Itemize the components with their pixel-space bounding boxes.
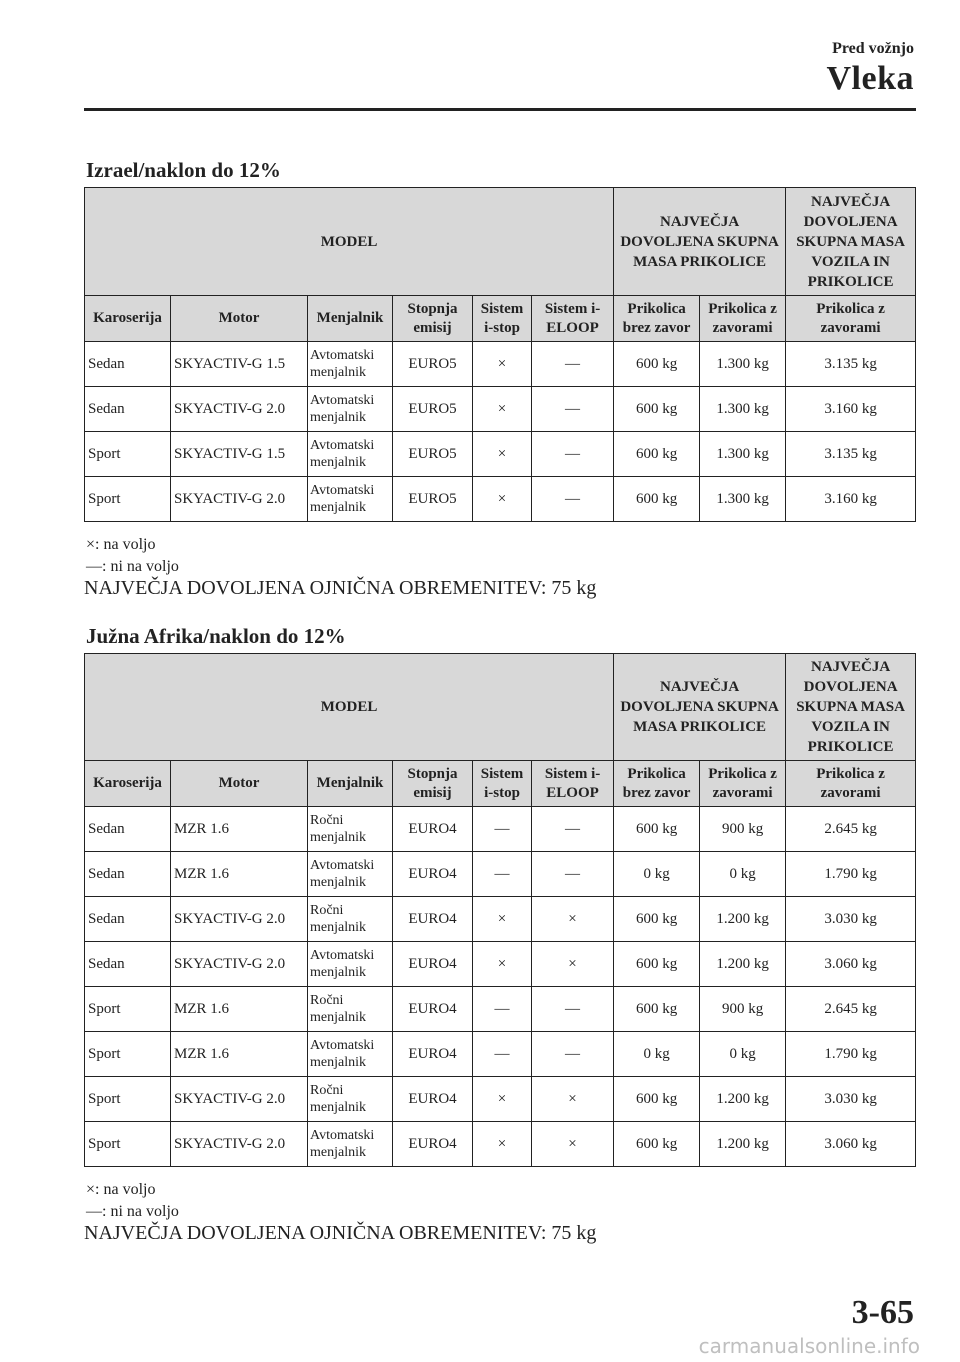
header-trailer-mass: NAJVEČJA DOVOLJENA SKUPNA MASA PRIKOLICE bbox=[614, 654, 786, 761]
header-motor: Motor bbox=[171, 761, 308, 807]
cell-transmission: Avtomatski menjalnik bbox=[308, 852, 393, 897]
cell-emission: EURO4 bbox=[393, 1122, 473, 1167]
cell-istop: × bbox=[473, 897, 532, 942]
cell-body: Sport bbox=[85, 432, 171, 477]
cell-braked: 1.300 kg bbox=[700, 432, 786, 477]
cell-istop: — bbox=[473, 852, 532, 897]
cell-unbraked: 600 kg bbox=[614, 987, 700, 1032]
cell-engine: SKYACTIV-G 2.0 bbox=[171, 897, 308, 942]
header-rule bbox=[84, 108, 916, 111]
cell-braked: 1.300 kg bbox=[700, 387, 786, 432]
header-braked-total: Prikolica z zavorami bbox=[786, 761, 916, 807]
cell-unbraked: 600 kg bbox=[614, 942, 700, 987]
header-karoserija: Karoserija bbox=[85, 761, 171, 807]
cell-total: 3.060 kg bbox=[786, 942, 916, 987]
header-menjalnik: Menjalnik bbox=[308, 761, 393, 807]
cell-transmission: Ročni menjalnik bbox=[308, 987, 393, 1032]
header-unbraked: Prikolica brez zavor bbox=[614, 761, 700, 807]
cell-unbraked: 600 kg bbox=[614, 897, 700, 942]
cell-body: Sport bbox=[85, 1077, 171, 1122]
cell-braked: 1.200 kg bbox=[700, 1122, 786, 1167]
cell-engine: MZR 1.6 bbox=[171, 987, 308, 1032]
cell-body: Sedan bbox=[85, 807, 171, 852]
header-istop: Sistem i-stop bbox=[473, 296, 532, 342]
header-menjalnik: Menjalnik bbox=[308, 296, 393, 342]
cell-total: 3.135 kg bbox=[786, 342, 916, 387]
cell-emission: EURO4 bbox=[393, 1077, 473, 1122]
cell-braked: 900 kg bbox=[700, 987, 786, 1032]
cell-body: Sedan bbox=[85, 852, 171, 897]
cell-unbraked: 0 kg bbox=[614, 1032, 700, 1077]
cell-istop: × bbox=[473, 942, 532, 987]
cell-unbraked: 600 kg bbox=[614, 1122, 700, 1167]
cell-emission: EURO4 bbox=[393, 1032, 473, 1077]
cell-eloop: — bbox=[532, 477, 614, 522]
cell-eloop: — bbox=[532, 387, 614, 432]
table-row bbox=[85, 432, 916, 477]
cell-eloop: — bbox=[532, 987, 614, 1032]
table-row bbox=[85, 1032, 916, 1077]
table-row bbox=[85, 342, 916, 387]
cell-istop: × bbox=[473, 1077, 532, 1122]
cell-emission: EURO5 bbox=[393, 387, 473, 432]
header-model: MODEL bbox=[85, 654, 614, 761]
cell-braked: 1.200 kg bbox=[700, 1077, 786, 1122]
cell-engine: SKYACTIV-G 2.0 bbox=[171, 1077, 308, 1122]
cell-braked: 900 kg bbox=[700, 807, 786, 852]
table-row bbox=[85, 387, 916, 432]
cell-eloop: — bbox=[532, 342, 614, 387]
cell-braked: 0 kg bbox=[700, 852, 786, 897]
section-title-south-africa: Južna Afrika/naklon do 12% bbox=[86, 624, 346, 648]
legend-not-available: —: ni na voljo bbox=[86, 1203, 179, 1220]
page-number: 3-65 bbox=[851, 1294, 914, 1331]
cell-braked: 0 kg bbox=[700, 1032, 786, 1077]
towing-table-south-africa bbox=[84, 653, 916, 1167]
cell-eloop: × bbox=[532, 897, 614, 942]
cell-transmission: Ročni menjalnik bbox=[308, 807, 393, 852]
cell-body: Sedan bbox=[85, 342, 171, 387]
cell-engine: MZR 1.6 bbox=[171, 852, 308, 897]
cell-unbraked: 600 kg bbox=[614, 807, 700, 852]
max-tongue-load: NAJVEČJA DOVOLJENA OJNIČNA OBREMENITEV: 75 kg bbox=[84, 577, 597, 599]
cell-unbraked: 600 kg bbox=[614, 342, 700, 387]
cell-engine: SKYACTIV-G 1.5 bbox=[171, 342, 308, 387]
cell-istop: — bbox=[473, 1032, 532, 1077]
cell-total: 1.790 kg bbox=[786, 1032, 916, 1077]
cell-body: Sport bbox=[85, 1122, 171, 1167]
cell-engine: SKYACTIV-G 2.0 bbox=[171, 1122, 308, 1167]
legend-available: ×: na voljo bbox=[86, 1181, 156, 1198]
cell-eloop: — bbox=[532, 1032, 614, 1077]
cell-istop: — bbox=[473, 987, 532, 1032]
cell-engine: SKYACTIV-G 2.0 bbox=[171, 387, 308, 432]
cell-unbraked: 0 kg bbox=[614, 852, 700, 897]
header-braked: Prikolica z zavorami bbox=[700, 296, 786, 342]
cell-emission: EURO4 bbox=[393, 852, 473, 897]
cell-unbraked: 600 kg bbox=[614, 1077, 700, 1122]
table-row bbox=[85, 897, 916, 942]
cell-total: 3.030 kg bbox=[786, 897, 916, 942]
cell-eloop: × bbox=[532, 1122, 614, 1167]
header-stopnja: Stopnja emisij bbox=[393, 296, 473, 342]
header-vehicle-mass: NAJVEČJA DOVOLJENA SKUPNA MASA VOZILA IN PRIKOLICE bbox=[786, 654, 916, 761]
header-eloop: Sistem i-ELOOP bbox=[532, 761, 614, 807]
table-row bbox=[85, 1077, 916, 1122]
cell-body: Sedan bbox=[85, 387, 171, 432]
cell-eloop: — bbox=[532, 432, 614, 477]
cell-engine: MZR 1.6 bbox=[171, 807, 308, 852]
section-title-israel: Izrael/naklon do 12% bbox=[86, 158, 281, 182]
header-braked-total: Prikolica z zavorami bbox=[786, 296, 916, 342]
header-istop: Sistem i-stop bbox=[473, 761, 532, 807]
cell-total: 3.060 kg bbox=[786, 1122, 916, 1167]
cell-total: 2.645 kg bbox=[786, 807, 916, 852]
watermark: carmanualsonline.info bbox=[698, 1334, 920, 1358]
cell-engine: MZR 1.6 bbox=[171, 1032, 308, 1077]
cell-transmission: Avtomatski menjalnik bbox=[308, 387, 393, 432]
cell-total: 3.030 kg bbox=[786, 1077, 916, 1122]
cell-body: Sedan bbox=[85, 897, 171, 942]
table-row bbox=[85, 852, 916, 897]
table-row bbox=[85, 987, 916, 1032]
header-karoserija: Karoserija bbox=[85, 296, 171, 342]
cell-istop: × bbox=[473, 342, 532, 387]
cell-emission: EURO5 bbox=[393, 477, 473, 522]
header-eloop: Sistem i- ELOOP bbox=[532, 296, 614, 342]
cell-body: Sport bbox=[85, 477, 171, 522]
header-model: MODEL bbox=[85, 188, 614, 296]
cell-transmission: Avtomatski menjalnik bbox=[308, 432, 393, 477]
cell-engine: SKYACTIV-G 2.0 bbox=[171, 942, 308, 987]
header-vehicle-mass: NAJVEČJA DOVOLJENA SKUPNA MASA VOZILA IN PRIKOLICE bbox=[786, 188, 916, 296]
page-header-subtitle: Pred vožnjo bbox=[832, 40, 914, 57]
cell-istop: × bbox=[473, 387, 532, 432]
cell-total: 3.135 kg bbox=[786, 432, 916, 477]
cell-braked: 1.200 kg bbox=[700, 942, 786, 987]
header-trailer-mass: NAJVEČJA DOVOLJENA SKUPNA MASA PRIKOLICE bbox=[614, 188, 786, 296]
cell-eloop: — bbox=[532, 807, 614, 852]
cell-eloop: × bbox=[532, 942, 614, 987]
cell-braked: 1.300 kg bbox=[700, 342, 786, 387]
cell-eloop: — bbox=[532, 852, 614, 897]
cell-transmission: Avtomatski menjalnik bbox=[308, 1032, 393, 1077]
cell-transmission: Ročni menjalnik bbox=[308, 1077, 393, 1122]
cell-transmission: Ročni menjalnik bbox=[308, 897, 393, 942]
towing-table-israel bbox=[84, 187, 916, 522]
cell-body: Sport bbox=[85, 987, 171, 1032]
header-motor: Motor bbox=[171, 296, 308, 342]
cell-body: Sedan bbox=[85, 942, 171, 987]
cell-istop: × bbox=[473, 1122, 532, 1167]
cell-emission: EURO4 bbox=[393, 807, 473, 852]
cell-emission: EURO5 bbox=[393, 432, 473, 477]
cell-unbraked: 600 kg bbox=[614, 477, 700, 522]
cell-istop: × bbox=[473, 477, 532, 522]
cell-transmission: Avtomatski menjalnik bbox=[308, 942, 393, 987]
cell-body: Sport bbox=[85, 1032, 171, 1077]
cell-braked: 1.300 kg bbox=[700, 477, 786, 522]
cell-total: 3.160 kg bbox=[786, 477, 916, 522]
cell-eloop: × bbox=[532, 1077, 614, 1122]
table-row bbox=[85, 477, 916, 522]
header-unbraked: Prikolica brez zavor bbox=[614, 296, 700, 342]
page-header-title: Vleka bbox=[826, 60, 914, 97]
cell-total: 2.645 kg bbox=[786, 987, 916, 1032]
max-tongue-load: NAJVEČJA DOVOLJENA OJNIČNA OBREMENITEV: 75 kg bbox=[84, 1222, 597, 1244]
cell-transmission: Avtomatski menjalnik bbox=[308, 477, 393, 522]
cell-total: 1.790 kg bbox=[786, 852, 916, 897]
table-row bbox=[85, 1122, 916, 1167]
legend-available: ×: na voljo bbox=[86, 536, 156, 553]
cell-istop: × bbox=[473, 432, 532, 477]
cell-emission: EURO5 bbox=[393, 342, 473, 387]
cell-unbraked: 600 kg bbox=[614, 432, 700, 477]
cell-total: 3.160 kg bbox=[786, 387, 916, 432]
cell-engine: SKYACTIV-G 1.5 bbox=[171, 432, 308, 477]
cell-transmission: Avtomatski menjalnik bbox=[308, 342, 393, 387]
cell-emission: EURO4 bbox=[393, 987, 473, 1032]
cell-istop: — bbox=[473, 807, 532, 852]
table-row bbox=[85, 807, 916, 852]
header-stopnja: Stopnja emisij bbox=[393, 761, 473, 807]
cell-emission: EURO4 bbox=[393, 897, 473, 942]
cell-emission: EURO4 bbox=[393, 942, 473, 987]
header-braked: Prikolica z zavorami bbox=[700, 761, 786, 807]
table-row bbox=[85, 942, 916, 987]
cell-unbraked: 600 kg bbox=[614, 387, 700, 432]
cell-engine: SKYACTIV-G 2.0 bbox=[171, 477, 308, 522]
legend-not-available: —: ni na voljo bbox=[86, 558, 179, 575]
cell-braked: 1.200 kg bbox=[700, 897, 786, 942]
cell-transmission: Avtomatski menjalnik bbox=[308, 1122, 393, 1167]
